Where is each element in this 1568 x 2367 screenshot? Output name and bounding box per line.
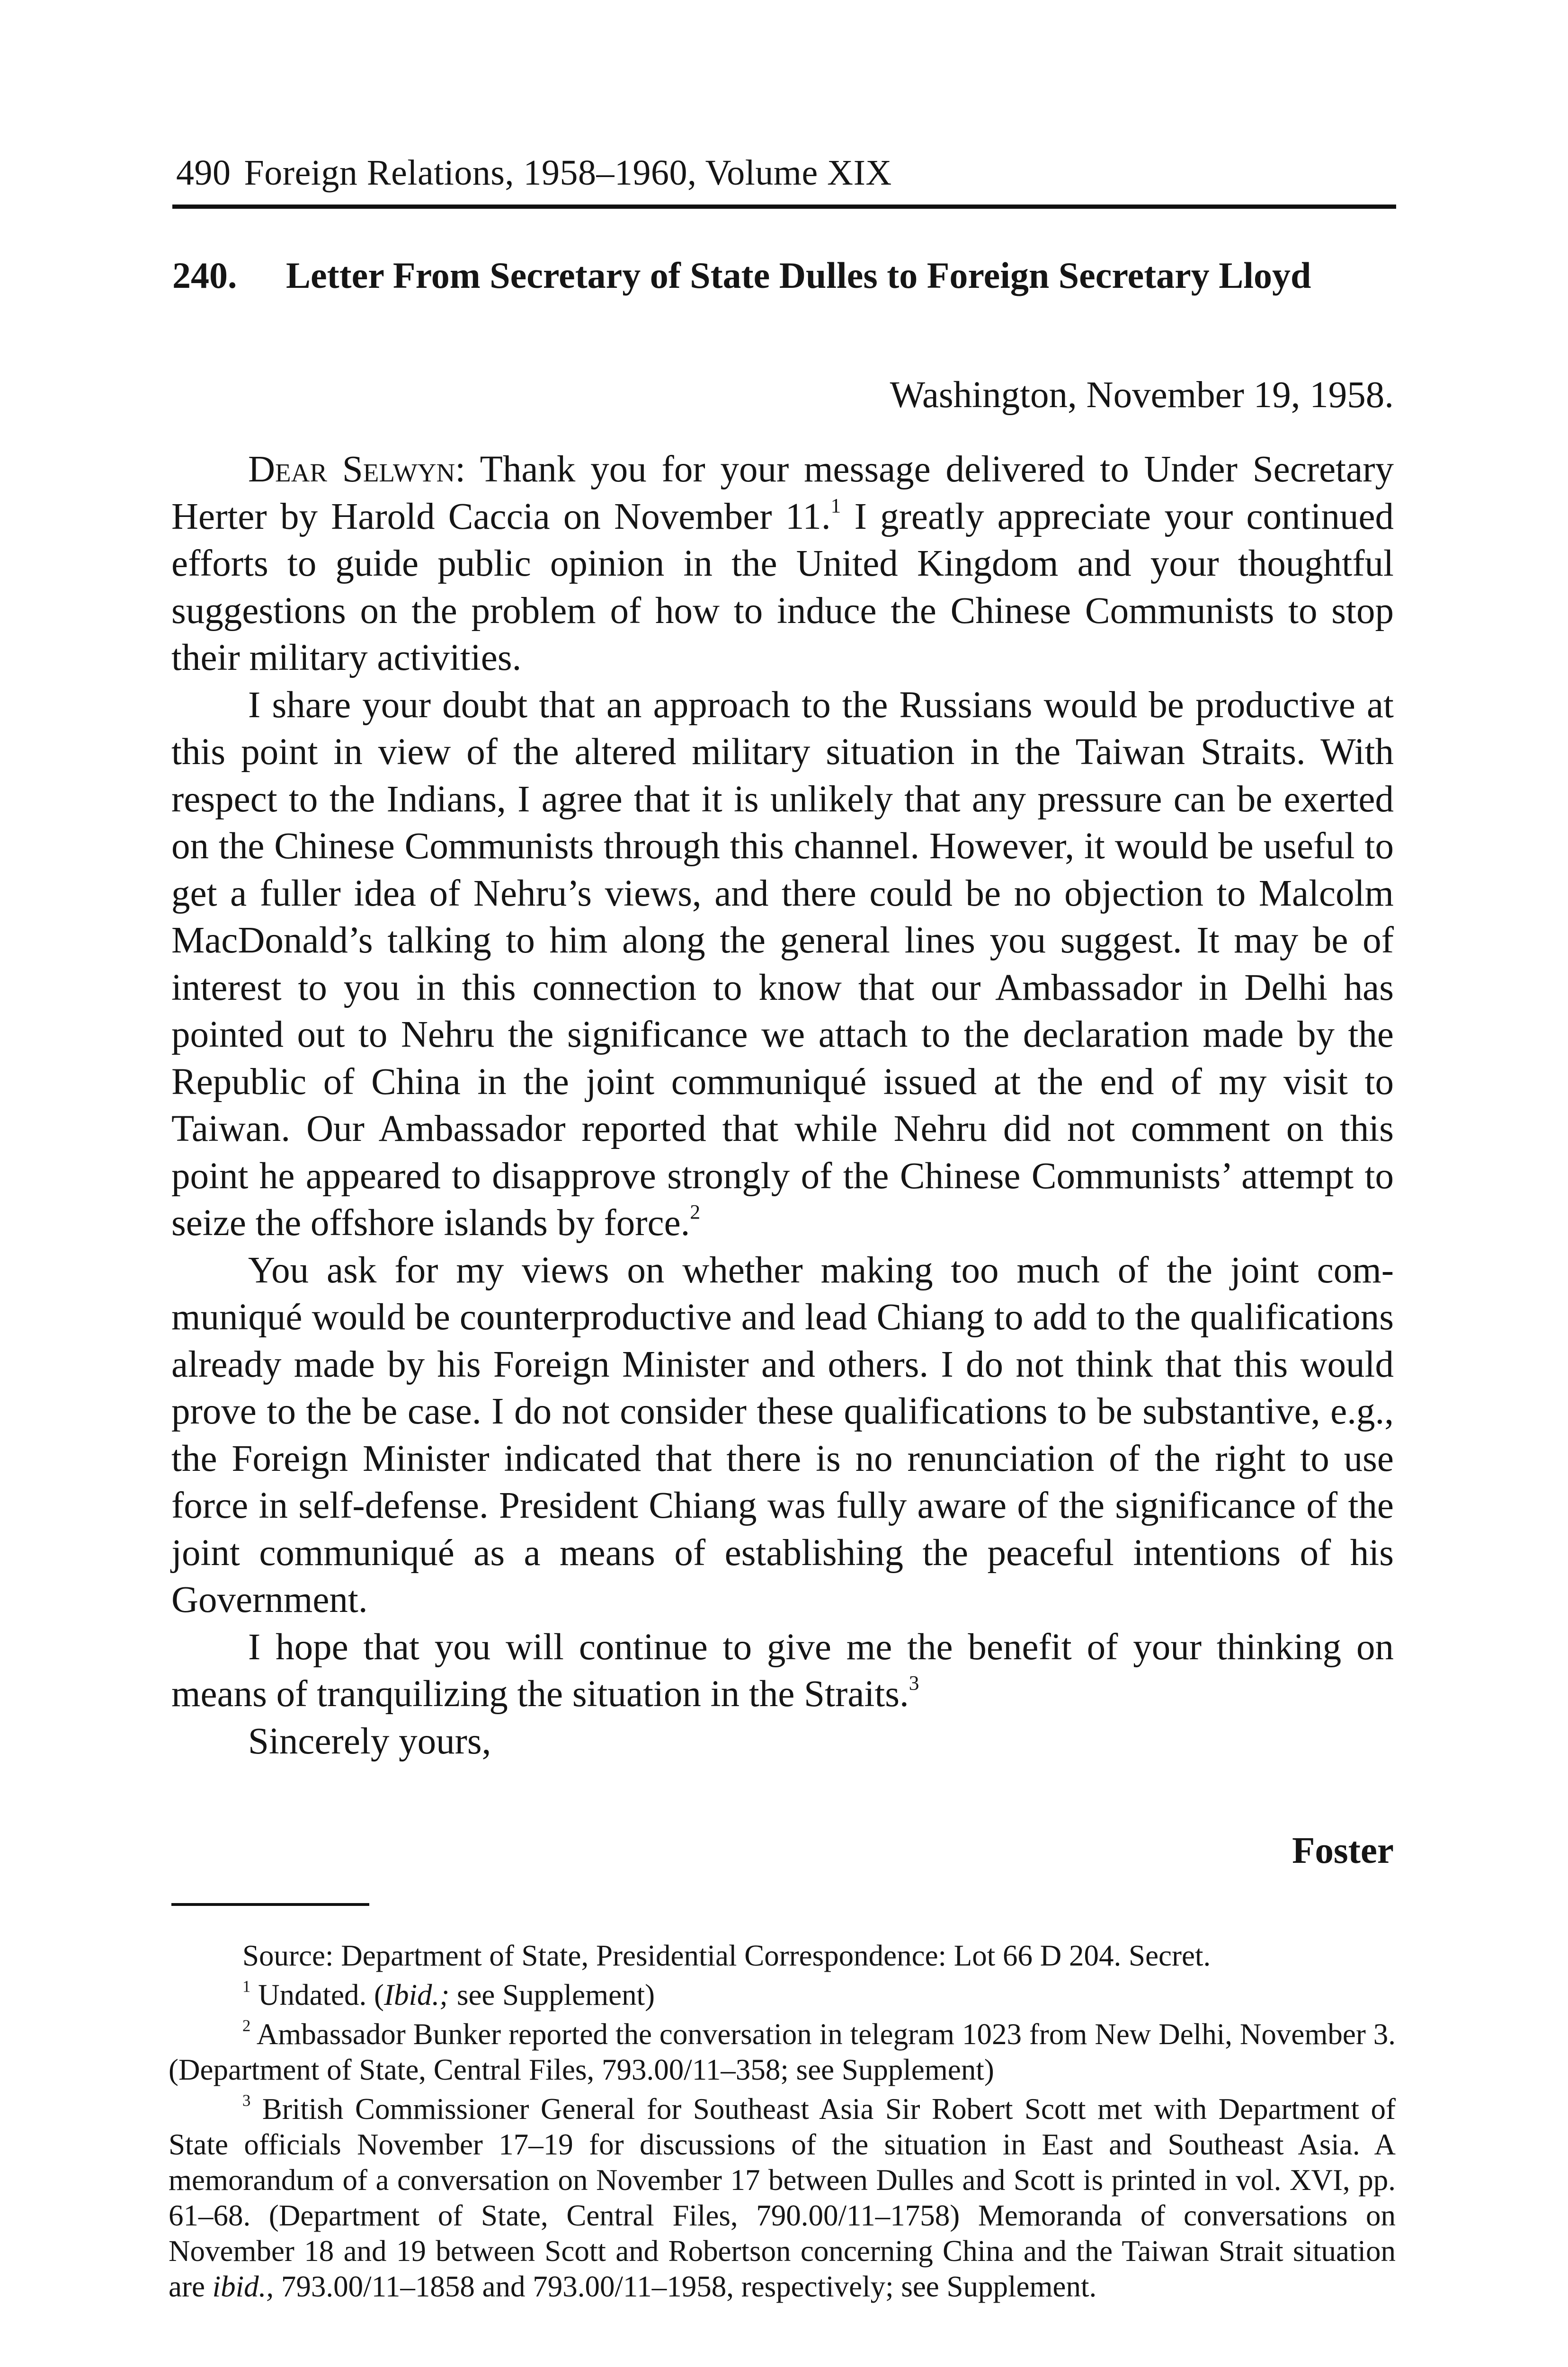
footnote-3-number: 3 bbox=[242, 2091, 251, 2110]
paragraph-3 bbox=[171, 1247, 1394, 1624]
paragraph-4-text: I hope that you will continue to give me the benefit of your thinking on means of tranquilizing the situation in the Straits. bbox=[171, 1626, 1394, 1715]
footnote-3-ibid: ibid., bbox=[212, 2270, 274, 2303]
footnote-1-text: Undated. ( bbox=[250, 1978, 384, 2011]
document-number: 240. bbox=[172, 255, 237, 296]
document-title: Letter From Secretary of State Dulles to Foreign Secretary Lloyd bbox=[286, 255, 1311, 296]
paragraph-1-rest: I greatly appreciate your continued efforts to guide public opinion in the United Kingdom and your thoughtful suggestions on the problem of how to induce the Chinese Communists to stop their military activities. bbox=[171, 496, 1394, 678]
paragraph-4 bbox=[171, 1624, 1394, 1718]
dateline: Washington, November 19, 1958. bbox=[890, 374, 1394, 416]
footnote-2 bbox=[169, 2017, 1396, 2088]
footnotes bbox=[169, 1938, 1396, 2308]
footnote-1-ibid: Ibid.; bbox=[383, 1978, 450, 2011]
footnote-rule bbox=[171, 1903, 369, 1906]
footnote-2-text: Ambassador Bunker reported the conversation in telegram 1023 from New Delhi, November 3. (Department of State, Central Files, 793.00/11–358; see Supplement) bbox=[169, 2018, 1396, 2086]
volume-title: Foreign Relations, 1958–1960, Volume XIX bbox=[244, 153, 892, 193]
letter-body bbox=[171, 446, 1394, 1765]
closing bbox=[171, 1718, 1394, 1765]
footnote-3 bbox=[169, 2091, 1396, 2305]
paragraph-3-text: You ask for my views on whether making too much of the joint communiqué would be counterproductive and lead Chiang to add to the qualifications already made by his Foreign Minister and others. I do not think that this would prove to the be case. I do not consider these qualifications to be substantive, e.g., the Foreign Minister indicated that there is no renunciation of the right to use force in self-defense. President Chiang was fully aware of the significance of the joint communiqué as a means of establishing the peaceful intentions of his Government. bbox=[171, 1249, 1394, 1620]
footnote-ref-2: 2 bbox=[690, 1201, 701, 1224]
footnote-source bbox=[169, 1938, 1396, 1974]
paragraph-1 bbox=[171, 446, 1394, 682]
running-head bbox=[176, 149, 1395, 196]
footnote-1-number: 1 bbox=[242, 1977, 251, 1996]
footnote-3-text: British Commissioner General for Southeast Asia Sir Robert Scott met with Department of State officials November 17–19 for discussions of the situation in East and Southeast Asia. A memorandum of a conversation on November 17 between Dulles and Scott is printed in vol. XVI, pp. 61–68. (Department of State, Central Files, 790.00/11–1758) Memoranda of conversations on November 18 and 19 between Scott and Robertson concerning China and the Taiwan Strait situation are bbox=[169, 2092, 1396, 2303]
signature: Foster bbox=[1292, 1830, 1394, 1871]
header-rule bbox=[172, 205, 1396, 209]
paragraph-1-text: Thank you for your message delivered to Under Secretary Herter by Harold Caccia on November 11. bbox=[171, 449, 1394, 537]
document-heading bbox=[172, 253, 1375, 298]
paragraph-2 bbox=[171, 682, 1394, 1247]
page-number: 490 bbox=[176, 153, 231, 193]
footnote-ref-3: 3 bbox=[909, 1672, 919, 1695]
closing-text: Sincerely yours, bbox=[248, 1720, 491, 1762]
footnote-3-rest: 793.00/11–1858 and 793.00/11–1958, respectively; see Supplement. bbox=[274, 2270, 1097, 2303]
salutation: Dear Selwyn: bbox=[248, 449, 466, 490]
footnote-2-number: 2 bbox=[242, 2017, 251, 2035]
footnote-ref-1: 1 bbox=[830, 494, 841, 517]
footnote-1 bbox=[169, 1977, 1396, 2013]
paragraph-2-text: I share your doubt that an approach to the Russians would be productive at this point in view of the altered military situation in the Taiwan Straits. With respect to the Indians, I agree that it is unlikely that any pressure can be exerted on the Chinese Communists through this channel. However, it would be useful to get a fuller idea of Nehru’s views, and there could be no objection to Malcolm MacDonald’s talking to him along the general lines you suggest. It may be of interest to you in this connection to know that our Ambassador in Delhi has pointed out to Nehru the significance we attach to the declaration made by the Republic of China in the joint communiqué issued at the end of my visit to Taiwan. Our Ambassador reported that while Nehru did not comment on this point he appeared to disapprove strongly of the Chinese Communists’ attempt to seize the offshore islands by force. bbox=[171, 684, 1394, 1244]
source-note: Source: Department of State, Presidential Correspondence: Lot 66 D 204. Secret. bbox=[242, 1939, 1211, 1972]
footnote-1-rest: see Supplement) bbox=[449, 1978, 655, 2011]
